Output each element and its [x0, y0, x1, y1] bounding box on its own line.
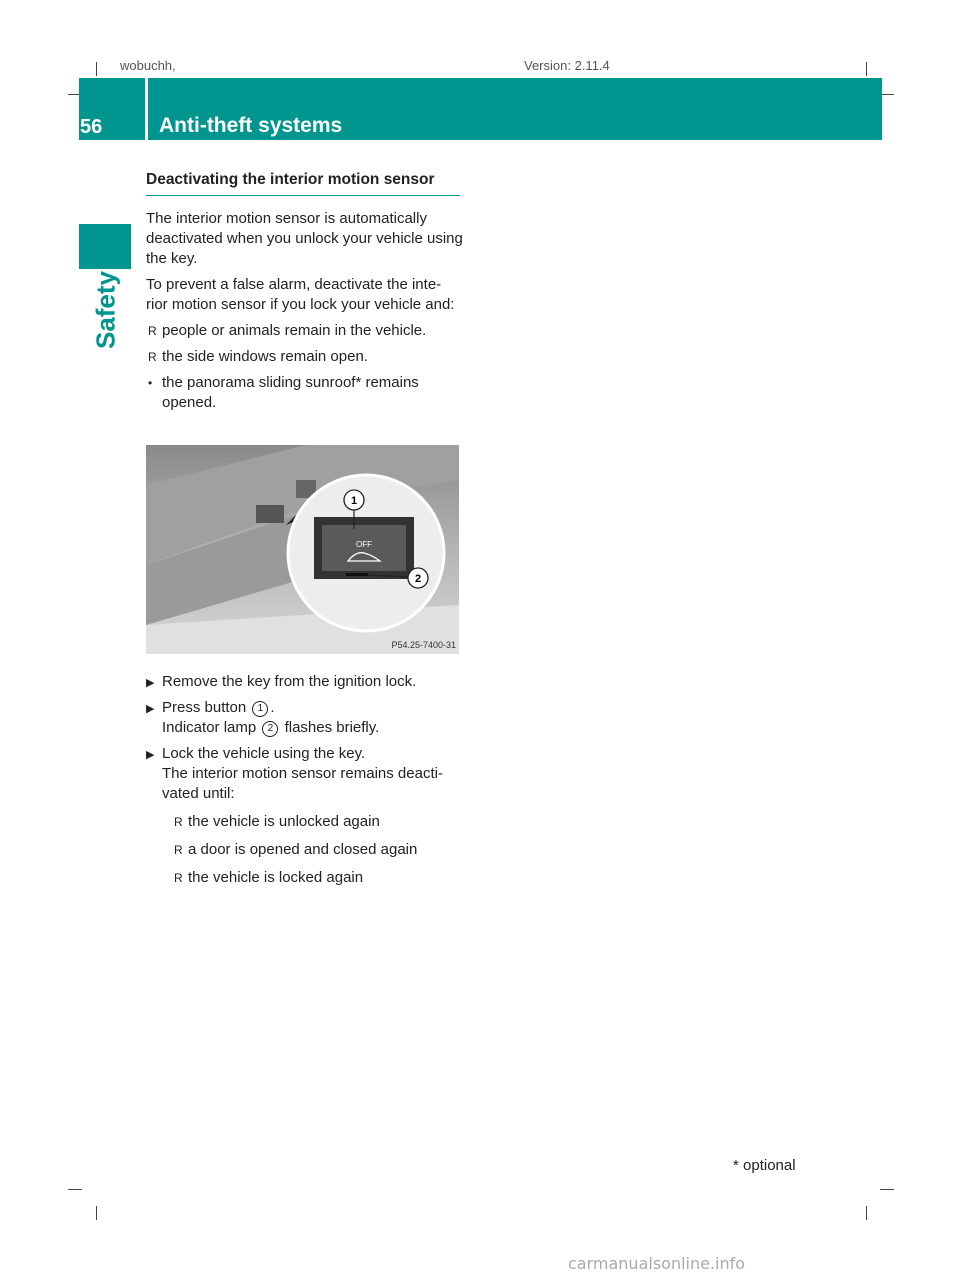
crop-mark	[866, 62, 867, 76]
callout-1-label: 1	[350, 495, 358, 507]
watermark: carmanualsonline.info	[568, 1254, 746, 1273]
callout-ref-1: 1	[252, 701, 268, 717]
step-text: .	[270, 699, 275, 716]
indicator-lamp	[346, 573, 368, 576]
list-item	[146, 321, 464, 341]
step-arrow-icon: ▶	[146, 749, 155, 761]
list-item	[146, 373, 464, 413]
list-item	[162, 840, 464, 860]
list-item	[162, 868, 464, 888]
page-number: 56	[80, 116, 103, 138]
bullet-icon: R	[174, 815, 183, 829]
list-item-text: people or animals remain in the vehicle.	[162, 322, 427, 339]
bullet-icon: •	[148, 376, 153, 390]
warning-paragraph: To prevent a false alarm, deactivate the inte- rior motion sensor if you lock your vehicle and:	[146, 276, 455, 313]
list-item	[162, 812, 464, 832]
list-item-text: the side windows remain open.	[162, 348, 368, 365]
crop-mark	[96, 62, 97, 76]
side-tab-label: Safety	[90, 270, 121, 350]
interior-sensor-button-figure	[146, 445, 459, 654]
list-item-text: the vehicle is locked again	[188, 869, 364, 886]
step-text: Press button	[162, 699, 247, 716]
step-result-text: Indicator lamp	[162, 719, 257, 736]
step-item	[146, 672, 464, 692]
bullet-icon: R	[148, 350, 157, 364]
bullet-icon: R	[174, 871, 183, 885]
step-result-text: The interior motion sensor remains deacti- vated until:	[162, 765, 443, 802]
step-arrow-icon: ▶	[146, 677, 155, 689]
section-heading: Deactivating the interior motion sensor	[146, 170, 460, 196]
optional-footnote: * optional	[733, 1157, 796, 1174]
callout-2-label: 2	[414, 573, 422, 585]
side-tab-block	[79, 224, 131, 269]
step-text: Remove the key from the ignition lock.	[162, 673, 417, 690]
crop-mark	[880, 94, 894, 95]
console-button	[256, 505, 284, 523]
figure-code: P54.25-7400-31	[391, 640, 456, 650]
intro-paragraph: The interior motion sensor is automatically deactivated when you unlock your vehicle using the key.	[146, 210, 463, 267]
header-separator	[145, 78, 148, 140]
instruction-steps	[146, 672, 464, 894]
crop-mark	[880, 1189, 894, 1190]
list-item-text: a door is opened and closed again	[188, 841, 418, 858]
step-result-text: flashes briefly.	[284, 719, 380, 736]
crop-mark	[68, 1189, 82, 1190]
bullet-icon: R	[148, 324, 157, 338]
print-meta-left: wobuchh,	[120, 58, 176, 73]
crop-mark	[866, 1206, 867, 1220]
step-item	[146, 744, 464, 888]
callout-ref-2: 2	[262, 721, 278, 737]
list-item-text: the panorama sliding sunroof* remains opened.	[162, 374, 419, 411]
section-content	[146, 170, 464, 419]
list-item	[146, 347, 464, 367]
list-item-text: the vehicle is unlocked again	[188, 813, 380, 830]
step-item	[146, 698, 464, 738]
page-title: Anti-theft systems	[159, 114, 343, 137]
crop-mark	[96, 1206, 97, 1220]
step-arrow-icon: ▶	[146, 703, 155, 715]
bullet-icon: R	[174, 843, 183, 857]
off-button-label: OFF	[356, 540, 372, 549]
print-meta-right: Version: 2.11.4	[524, 58, 610, 73]
step-text: Lock the vehicle using the key.	[162, 745, 366, 762]
